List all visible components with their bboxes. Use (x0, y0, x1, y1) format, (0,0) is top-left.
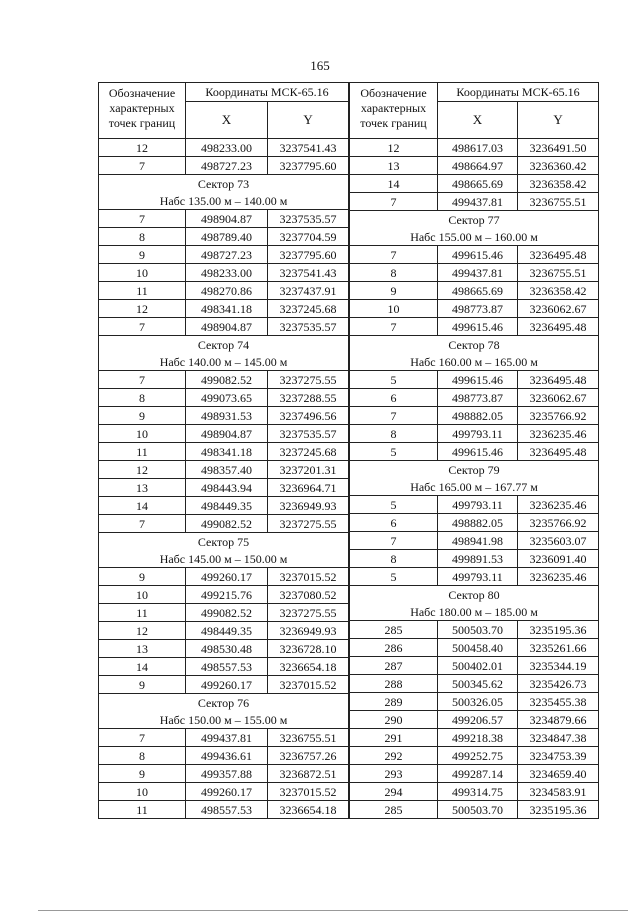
sector-height-row (99, 711, 349, 729)
point-id: 292 (350, 747, 438, 765)
point-id: 290 (350, 711, 438, 729)
table-row (350, 550, 599, 568)
y-coordinate: 3236062.67 (518, 300, 599, 318)
point-id: 11 (99, 604, 186, 622)
point-id: 7 (350, 532, 438, 550)
sector-title-row (350, 336, 599, 354)
y-coordinate: 3236949.93 (268, 622, 349, 640)
point-id: 5 (350, 496, 438, 514)
table-row (99, 658, 349, 676)
x-coordinate: 499252.75 (438, 747, 518, 765)
point-id: 8 (350, 264, 438, 282)
point-id: 8 (350, 425, 438, 443)
point-id: 9 (99, 765, 186, 783)
y-coordinate: 3237015.52 (268, 676, 349, 694)
y-header: Y (268, 102, 349, 139)
table-row (350, 783, 599, 801)
y-header: Y (518, 102, 599, 139)
table-row (99, 497, 349, 515)
x-coordinate: 498443.94 (186, 479, 268, 497)
table-row (350, 175, 599, 193)
y-coordinate: 3237275.55 (268, 604, 349, 622)
x-coordinate: 498773.87 (438, 300, 518, 318)
x-coordinate: 498882.05 (438, 407, 518, 425)
designation-header-line: точек границ (108, 116, 176, 130)
point-id: 293 (350, 765, 438, 783)
y-coordinate: 3237535.57 (268, 210, 349, 228)
sector-height-range: Набс 155.00 м – 160.00 м (350, 228, 599, 246)
point-id: 8 (350, 550, 438, 568)
coordinates-header: Координаты МСК-65.16 (186, 83, 349, 102)
x-coordinate: 498882.05 (438, 514, 518, 532)
point-id: 7 (99, 371, 186, 389)
table-header (99, 83, 349, 139)
sector-height-range: Набс 165.00 м – 167.77 м (350, 478, 599, 496)
table-row (99, 586, 349, 604)
sector-height-row (99, 353, 349, 371)
table-row (99, 801, 349, 819)
x-coordinate: 499260.17 (186, 568, 268, 586)
x-coordinate: 498904.87 (186, 210, 268, 228)
table-row (99, 228, 349, 246)
table-row (350, 711, 599, 729)
y-coordinate: 3235766.92 (518, 514, 599, 532)
y-coordinate: 3236755.51 (518, 264, 599, 282)
table-header (350, 83, 599, 139)
coordinates-table-left (98, 82, 349, 819)
x-coordinate: 498449.35 (186, 622, 268, 640)
sector-title: Сектор 78 (350, 336, 599, 354)
point-id: 10 (99, 586, 186, 604)
sector-title: Сектор 77 (350, 211, 599, 229)
y-coordinate: 3236360.42 (518, 157, 599, 175)
point-id: 12 (99, 461, 186, 479)
x-coordinate: 499314.75 (438, 783, 518, 801)
sector-title-row (99, 175, 349, 193)
x-coordinate: 498341.18 (186, 300, 268, 318)
point-id: 8 (99, 228, 186, 246)
y-coordinate: 3235261.66 (518, 639, 599, 657)
x-coordinate: 499793.11 (438, 496, 518, 514)
sector-height-row (350, 603, 599, 621)
coordinates-header: Координаты МСК-65.16 (438, 83, 599, 102)
table-row (99, 479, 349, 497)
x-coordinate: 500458.40 (438, 639, 518, 657)
table-row (99, 246, 349, 264)
sector-height-row (350, 478, 599, 496)
table-row (350, 675, 599, 693)
table-row (350, 300, 599, 318)
x-coordinate: 499206.57 (438, 711, 518, 729)
designation-header (350, 83, 438, 139)
sector-title-row (99, 533, 349, 551)
table-row (99, 783, 349, 801)
y-coordinate: 3236757.26 (268, 747, 349, 765)
x-coordinate: 499260.17 (186, 783, 268, 801)
y-coordinate: 3235426.73 (518, 675, 599, 693)
table-row (350, 765, 599, 783)
x-coordinate: 498727.23 (186, 157, 268, 175)
point-id: 7 (99, 210, 186, 228)
x-coordinate: 499615.46 (438, 318, 518, 336)
y-coordinate: 3235766.92 (518, 407, 599, 425)
point-id: 9 (99, 246, 186, 264)
x-coordinate: 499215.76 (186, 586, 268, 604)
point-id: 14 (99, 497, 186, 515)
x-coordinate: 498904.87 (186, 425, 268, 443)
y-coordinate: 3236755.51 (268, 729, 349, 747)
coordinates-table-right (349, 82, 599, 819)
point-id: 285 (350, 621, 438, 639)
table-row (99, 139, 349, 157)
x-coordinate: 498449.35 (186, 497, 268, 515)
table-row (99, 765, 349, 783)
x-coordinate: 500345.62 (438, 675, 518, 693)
x-header: X (186, 102, 268, 139)
sector-height-range: Набс 135.00 м – 140.00 м (99, 192, 349, 210)
table-row (99, 282, 349, 300)
point-id: 6 (350, 514, 438, 532)
sector-height-range: Набс 180.00 м – 185.00 м (350, 603, 599, 621)
x-coordinate: 498941.98 (438, 532, 518, 550)
y-coordinate: 3237535.57 (268, 318, 349, 336)
point-id: 286 (350, 639, 438, 657)
table-row (99, 515, 349, 533)
point-id: 7 (99, 729, 186, 747)
y-coordinate: 3237275.55 (268, 371, 349, 389)
table-row (350, 747, 599, 765)
y-coordinate: 3236755.51 (518, 193, 599, 211)
table-row (350, 425, 599, 443)
table-row (99, 622, 349, 640)
y-coordinate: 3237437.91 (268, 282, 349, 300)
y-coordinate: 3236495.48 (518, 443, 599, 461)
table-row (99, 568, 349, 586)
y-coordinate: 3236728.10 (268, 640, 349, 658)
point-id: 7 (350, 407, 438, 425)
sector-title: Сектор 80 (350, 586, 599, 604)
sector-title-row (350, 461, 599, 479)
sector-title-row (99, 336, 349, 354)
table-row (350, 193, 599, 211)
y-coordinate: 3237541.43 (268, 264, 349, 282)
y-coordinate: 3236091.40 (518, 550, 599, 568)
point-id: 14 (350, 175, 438, 193)
sector-height-row (99, 550, 349, 568)
y-coordinate: 3237015.52 (268, 783, 349, 801)
sector-title-row (99, 694, 349, 712)
point-id: 12 (350, 139, 438, 157)
table-row (350, 729, 599, 747)
designation-header-line: Обозначение (360, 86, 427, 100)
point-id: 9 (99, 676, 186, 694)
x-coordinate: 499437.81 (186, 729, 268, 747)
x-coordinate: 498904.87 (186, 318, 268, 336)
table-row (350, 282, 599, 300)
y-coordinate: 3237795.60 (268, 246, 349, 264)
y-coordinate: 3236235.46 (518, 568, 599, 586)
designation-header (99, 83, 186, 139)
point-id: 11 (99, 443, 186, 461)
y-coordinate: 3236495.48 (518, 246, 599, 264)
x-coordinate: 498931.53 (186, 407, 268, 425)
sector-title-row (350, 211, 599, 229)
sector-height-range: Набс 150.00 м – 155.00 м (99, 711, 349, 729)
point-id: 10 (99, 783, 186, 801)
y-coordinate: 3234847.38 (518, 729, 599, 747)
x-coordinate: 499082.52 (186, 604, 268, 622)
point-id: 285 (350, 801, 438, 819)
table-row (99, 729, 349, 747)
point-id: 13 (99, 479, 186, 497)
table-row (350, 246, 599, 264)
table-row (350, 371, 599, 389)
point-id: 7 (350, 246, 438, 264)
designation-header-line: характерных (360, 101, 427, 115)
point-id: 5 (350, 443, 438, 461)
point-id: 11 (99, 801, 186, 819)
x-coordinate: 498341.18 (186, 443, 268, 461)
x-coordinate: 499073.65 (186, 389, 268, 407)
y-coordinate: 3234659.40 (518, 765, 599, 783)
y-coordinate: 3236062.67 (518, 389, 599, 407)
point-id: 287 (350, 657, 438, 675)
table-row (350, 318, 599, 336)
point-id: 6 (350, 389, 438, 407)
point-id: 291 (350, 729, 438, 747)
table-row (350, 693, 599, 711)
point-id: 10 (99, 264, 186, 282)
y-coordinate: 3234753.39 (518, 747, 599, 765)
footer-divider (38, 910, 628, 911)
table-row (99, 461, 349, 479)
point-id: 289 (350, 693, 438, 711)
x-coordinate: 499615.46 (438, 246, 518, 264)
x-coordinate: 499615.46 (438, 443, 518, 461)
table-body (350, 139, 599, 819)
x-coordinate: 498233.00 (186, 139, 268, 157)
point-id: 11 (99, 282, 186, 300)
point-id: 9 (99, 407, 186, 425)
y-coordinate: 3237245.68 (268, 300, 349, 318)
point-id: 7 (99, 157, 186, 175)
y-coordinate: 3237275.55 (268, 515, 349, 533)
y-coordinate: 3236358.42 (518, 282, 599, 300)
point-id: 5 (350, 568, 438, 586)
point-id: 10 (350, 300, 438, 318)
sector-title: Сектор 73 (99, 175, 349, 193)
x-coordinate: 499260.17 (186, 676, 268, 694)
sector-title: Сектор 79 (350, 461, 599, 479)
point-id: 7 (350, 318, 438, 336)
x-coordinate: 498233.00 (186, 264, 268, 282)
x-coordinate: 498773.87 (438, 389, 518, 407)
table-row (350, 568, 599, 586)
sector-height-range: Набс 145.00 м – 150.00 м (99, 550, 349, 568)
y-coordinate: 3236235.46 (518, 425, 599, 443)
table-row (350, 389, 599, 407)
x-coordinate: 498270.86 (186, 282, 268, 300)
table-row (350, 532, 599, 550)
sector-title-row (350, 586, 599, 604)
point-id: 14 (99, 658, 186, 676)
table-row (350, 639, 599, 657)
x-coordinate: 499287.14 (438, 765, 518, 783)
y-coordinate: 3236654.18 (268, 801, 349, 819)
point-id: 13 (99, 640, 186, 658)
table-body (99, 139, 349, 819)
y-coordinate: 3235455.38 (518, 693, 599, 711)
y-coordinate: 3237245.68 (268, 443, 349, 461)
x-coordinate: 499082.52 (186, 515, 268, 533)
designation-header-line: Обозначение (108, 86, 176, 100)
table-row (99, 389, 349, 407)
y-coordinate: 3237015.52 (268, 568, 349, 586)
table-row (99, 604, 349, 622)
x-coordinate: 498664.97 (438, 157, 518, 175)
x-coordinate: 499436.61 (186, 747, 268, 765)
x-coordinate: 499357.88 (186, 765, 268, 783)
x-coordinate: 500503.70 (438, 801, 518, 819)
y-coordinate: 3236235.46 (518, 496, 599, 514)
table-row (99, 371, 349, 389)
y-coordinate: 3235195.36 (518, 621, 599, 639)
table-row (99, 210, 349, 228)
y-coordinate: 3237704.59 (268, 228, 349, 246)
y-coordinate: 3235603.07 (518, 532, 599, 550)
sector-height-range: Набс 140.00 м – 145.00 м (99, 353, 349, 371)
y-coordinate: 3237541.43 (268, 139, 349, 157)
x-coordinate: 498557.53 (186, 658, 268, 676)
y-coordinate: 3236872.51 (268, 765, 349, 783)
x-header: X (438, 102, 518, 139)
y-coordinate: 3235344.19 (518, 657, 599, 675)
table-row (350, 801, 599, 819)
x-coordinate: 498557.53 (186, 801, 268, 819)
point-id: 8 (99, 389, 186, 407)
y-coordinate: 3234583.91 (518, 783, 599, 801)
table-row (99, 300, 349, 318)
point-id: 8 (99, 747, 186, 765)
y-coordinate: 3236358.42 (518, 175, 599, 193)
point-id: 12 (99, 139, 186, 157)
x-coordinate: 499891.53 (438, 550, 518, 568)
x-coordinate: 498727.23 (186, 246, 268, 264)
sector-title: Сектор 76 (99, 694, 349, 712)
sector-height-range: Набс 160.00 м – 165.00 м (350, 353, 599, 371)
point-id: 9 (99, 568, 186, 586)
table-row (350, 621, 599, 639)
sector-height-row (99, 192, 349, 210)
x-coordinate: 499218.38 (438, 729, 518, 747)
table-row (350, 264, 599, 282)
x-coordinate: 499082.52 (186, 371, 268, 389)
table-row (99, 157, 349, 175)
x-coordinate: 499437.81 (438, 193, 518, 211)
sector-height-row (350, 228, 599, 246)
y-coordinate: 3237496.56 (268, 407, 349, 425)
x-coordinate: 499615.46 (438, 371, 518, 389)
table-row (99, 640, 349, 658)
table-row (350, 443, 599, 461)
x-coordinate: 498357.40 (186, 461, 268, 479)
y-coordinate: 3235195.36 (518, 801, 599, 819)
x-coordinate: 498617.03 (438, 139, 518, 157)
table-row (350, 514, 599, 532)
table-row (350, 496, 599, 514)
sector-title: Сектор 75 (99, 533, 349, 551)
x-coordinate: 499793.11 (438, 568, 518, 586)
table-row (350, 407, 599, 425)
y-coordinate: 3236964.71 (268, 479, 349, 497)
x-coordinate: 499437.81 (438, 264, 518, 282)
y-coordinate: 3237201.31 (268, 461, 349, 479)
y-coordinate: 3236949.93 (268, 497, 349, 515)
page-number: 165 (310, 58, 330, 73)
point-id: 7 (99, 515, 186, 533)
y-coordinate: 3236491.50 (518, 139, 599, 157)
point-id: 10 (99, 425, 186, 443)
x-coordinate: 499793.11 (438, 425, 518, 443)
table-row (350, 657, 599, 675)
sector-height-row (350, 353, 599, 371)
point-id: 12 (99, 300, 186, 318)
table-row (99, 318, 349, 336)
y-coordinate: 3236495.48 (518, 318, 599, 336)
table-row (350, 157, 599, 175)
table-row (99, 425, 349, 443)
point-id: 7 (350, 193, 438, 211)
table-row (99, 676, 349, 694)
point-id: 5 (350, 371, 438, 389)
x-coordinate: 500503.70 (438, 621, 518, 639)
table-row (99, 747, 349, 765)
x-coordinate: 498789.40 (186, 228, 268, 246)
y-coordinate: 3237080.52 (268, 586, 349, 604)
point-id: 288 (350, 675, 438, 693)
point-id: 294 (350, 783, 438, 801)
y-coordinate: 3237535.57 (268, 425, 349, 443)
designation-header-line: характерных (109, 101, 175, 115)
y-coordinate: 3237795.60 (268, 157, 349, 175)
y-coordinate: 3234879.66 (518, 711, 599, 729)
table-row (99, 264, 349, 282)
y-coordinate: 3237288.55 (268, 389, 349, 407)
x-coordinate: 500326.05 (438, 693, 518, 711)
point-id: 13 (350, 157, 438, 175)
point-id: 12 (99, 622, 186, 640)
x-coordinate: 498530.48 (186, 640, 268, 658)
designation-header-line: точек границ (360, 116, 427, 130)
y-coordinate: 3236495.48 (518, 371, 599, 389)
table-row (350, 139, 599, 157)
table-row (99, 443, 349, 461)
x-coordinate: 498665.69 (438, 175, 518, 193)
y-coordinate: 3236654.18 (268, 658, 349, 676)
point-id: 9 (350, 282, 438, 300)
sector-title: Сектор 74 (99, 336, 349, 354)
point-id: 7 (99, 318, 186, 336)
x-coordinate: 498665.69 (438, 282, 518, 300)
x-coordinate: 500402.01 (438, 657, 518, 675)
table-row (99, 407, 349, 425)
